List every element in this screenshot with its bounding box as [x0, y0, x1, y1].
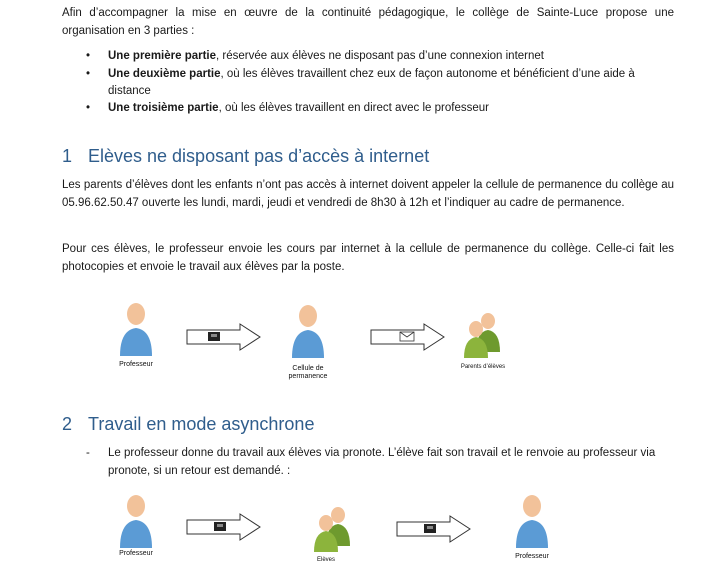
bullet-icon: •: [86, 102, 91, 114]
arrow-computer-icon: [186, 512, 262, 542]
bullet-item: [86, 100, 676, 117]
person-icon: [288, 302, 328, 360]
arrow-computer-icon: [186, 322, 262, 352]
person-icon: [116, 300, 156, 358]
bullet-item: [86, 48, 676, 65]
section-1-heading: [62, 146, 429, 167]
bullet-text: , réservée aux élèves ne disposant pas d’une connexion internet: [216, 50, 544, 62]
section-1-paragraph-1: Les parents d’élèves dont les enfants n’ont pas accès à internet doivent appeler la cellule de permanence du collège au 05.96.62.50.47 ouverte les lundi, mardi, jeudi et vendredi de 8h30 à 12h et l’indiquer au cadre de permanence.: [62, 179, 674, 209]
bullet-item: [86, 66, 676, 100]
bullet-icon: •: [86, 50, 91, 62]
group-icon: [462, 312, 504, 358]
person-icon: [512, 492, 552, 550]
bullet-bold: Une troisième partie: [108, 102, 219, 114]
section-title: Elèves ne disposant pas d’accès à internet: [88, 146, 430, 166]
section-title: Travail en mode asynchrone: [88, 414, 315, 434]
arrow-computer-icon: [396, 514, 472, 544]
section-2-heading: [62, 414, 314, 435]
bullet-bold: Une deuxième partie: [108, 68, 221, 80]
bullet-icon: •: [86, 68, 91, 80]
person-icon: [116, 492, 156, 550]
intro-paragraph: Afin d’accompagner la mise en œuvre de la continuité pédagogique, le collège de Sainte-Luce propose une organisation en 3 parties :: [62, 7, 674, 37]
diagram-1-right-label: Parents d’élèves: [460, 364, 506, 370]
dash-item: [86, 444, 676, 480]
diagram-1-left-label: Professeur: [119, 361, 153, 368]
diagram-1-middle-label: Cellule de permanence: [288, 365, 328, 380]
diagram-2-right-label: Professeur: [515, 553, 549, 560]
section-number: 2: [62, 414, 73, 434]
bullet-text: , où les élèves travaillent en direct avec le professeur: [218, 102, 489, 114]
dash-text: Le professeur donne du travail aux élèves via pronote. L’élève fait son travail et le renvoie au professeur via pronote, si un retour est demandé. :: [108, 447, 656, 477]
section-number: 1: [62, 146, 73, 166]
section-1-paragraph-2: Pour ces élèves, le professeur envoie les cours par internet à la cellule de permanence du collège. Celle-ci fait les photocopies et envoie le travail aux élèves par la poste.: [62, 243, 674, 273]
diagram-2-middle-label: Elèves: [316, 557, 335, 563]
arrow-mail-icon: [370, 322, 446, 352]
group-icon: [312, 506, 354, 552]
bullet-text: , où les élèves travaillent chez eux de façon autonome et bénéficient d’une aide à distance: [108, 68, 635, 97]
dash-marker: -: [86, 447, 90, 459]
bullet-bold: Une première partie: [108, 50, 217, 62]
diagram-2-left-label: Professeur: [119, 550, 153, 557]
